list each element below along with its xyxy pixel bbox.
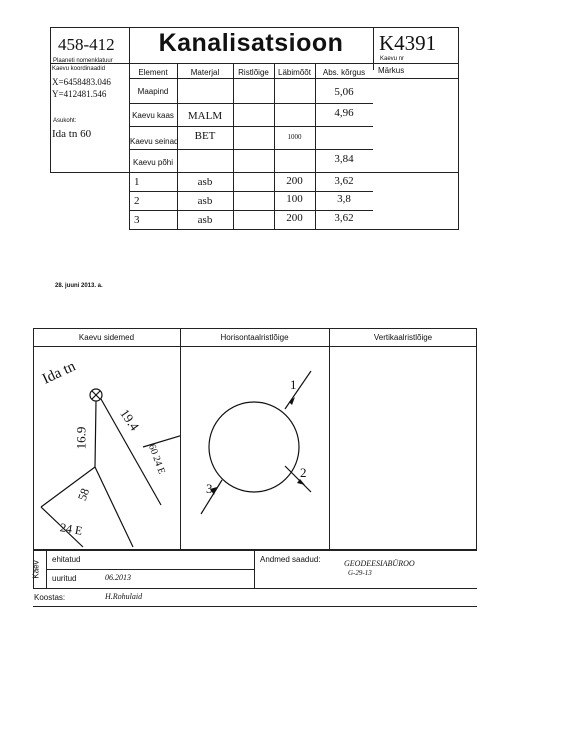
pipe-elevation: 3,62 (334, 212, 354, 224)
pipe-material: asb (197, 214, 213, 226)
row-material: MALM (187, 110, 223, 122)
row-element: Kaevu kaas (132, 111, 174, 120)
column-header: Element (138, 68, 168, 77)
source-ref: G-29-13 (348, 569, 372, 577)
dim-label: 16.9 (73, 426, 89, 450)
plan-number: 458-412 (58, 35, 115, 54)
divider (46, 569, 254, 570)
pipe-diameter: 200 (286, 175, 303, 187)
location: Ida tn 60 (52, 128, 92, 140)
col-title-connections: Kaevu sidemed (78, 333, 135, 342)
divider (329, 328, 330, 550)
pipe-nr: 1 (134, 176, 140, 188)
divider (129, 78, 459, 79)
coord-x: X=6458483.046 (52, 77, 111, 87)
built-label: ehitatud (52, 555, 81, 564)
divider (33, 588, 477, 589)
well-id-caption: Kaevu nr (380, 56, 405, 62)
manhole-circle (209, 402, 299, 492)
row-elevation: 3,84 (334, 153, 354, 165)
pipe-diameter: 200 (286, 212, 303, 224)
dim-label: 60 24 E (145, 442, 167, 476)
divider (129, 126, 373, 127)
pipe-material: asb (197, 176, 213, 188)
coords-label: Kaevu koordinaadid (52, 66, 106, 72)
col-title-horizontal: Horisontaalristlõige (220, 333, 289, 342)
pipe-material: asb (197, 195, 213, 207)
divider (129, 229, 459, 230)
divider (254, 550, 255, 588)
column-header: Abs. kõrgus (322, 68, 366, 77)
row-material: BET (194, 130, 216, 142)
row-elevation: 5,06 (334, 86, 354, 98)
col-title-vertical: Vertikaalristlõige (373, 333, 433, 342)
horizontal-section (181, 347, 329, 550)
author: H.Rohulaid (105, 592, 143, 601)
pipe-number: 1 (290, 377, 297, 392)
divider (50, 63, 459, 64)
mask (49, 173, 129, 231)
surveyed-value: 06.2013 (105, 573, 131, 582)
pipe-nr: 3 (134, 214, 140, 226)
pipe-number: 2 (300, 465, 307, 480)
date-note: 28. juuni 2013. a. (55, 283, 103, 289)
column-header: Materjal (190, 68, 220, 77)
column-header: Läbimõõt (278, 68, 311, 77)
divider (33, 606, 477, 607)
well-id: K4391 (379, 31, 437, 55)
divider (129, 149, 373, 150)
coord-y: Y=412481.546 (52, 89, 107, 99)
row-elevation: 4,96 (334, 107, 354, 119)
divider (129, 191, 373, 192)
column-header: Märkus (378, 66, 405, 75)
location-label: Asukoht: (53, 118, 77, 124)
dim-label: 58 (74, 486, 93, 503)
street-label: Ida tn (40, 358, 79, 388)
divider (129, 103, 373, 104)
dim-label: 19.4 (117, 406, 143, 434)
dim-label: 24 E (59, 520, 84, 538)
pipe-elevation: 3,8 (337, 193, 351, 205)
surveyed-label: uuritud (52, 574, 77, 583)
side-label: Kaev (31, 560, 41, 579)
source-label: Andmed saadud: (260, 555, 321, 564)
row-element: Maapind (137, 87, 169, 96)
row-diameter: 1000 (287, 133, 302, 141)
pipe-nr: 2 (134, 195, 140, 207)
divider (33, 550, 477, 551)
pipe-number: 3 (206, 481, 213, 496)
plan-number-caption: Plaaneti nomenklatuur (53, 58, 113, 64)
divider (129, 210, 373, 211)
row-element: Kaevu seinad (130, 137, 179, 146)
pipe-elevation: 3,62 (334, 175, 354, 187)
page-title: Kanalisatsioon (158, 29, 344, 57)
divider (233, 63, 234, 230)
pipe-diameter: 100 (286, 193, 303, 205)
author-label: Koostas: (34, 593, 66, 602)
row-element: Kaevu põhi (132, 158, 174, 167)
column-header: Ristlõige (238, 68, 269, 77)
source-org: GEODEESIABÜROO (344, 559, 415, 568)
